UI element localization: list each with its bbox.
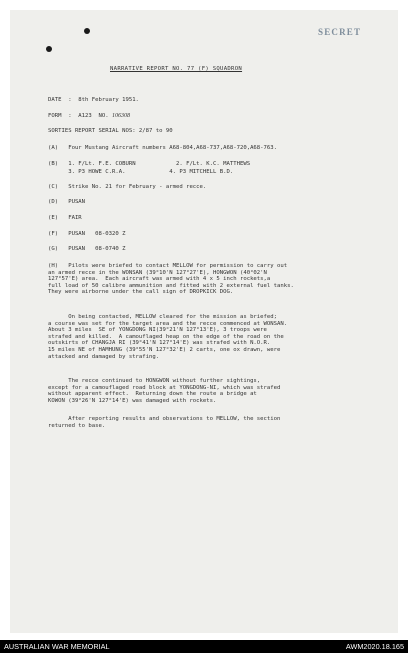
footer-accession-number: AWM2020.18.165 [345, 642, 404, 651]
secret-stamp: SECRET [318, 27, 362, 37]
footer-source: AUSTRALIAN WAR MEMORIAL [4, 642, 110, 651]
paragraph-4: After reporting results and observations to MELLOW, the section returned to base. [48, 416, 281, 429]
item-e: (E) FAIR [48, 215, 82, 221]
item-a: (A) Four Mustang Aircraft numbers A68-804,A68-737,A68-720,A68-763. [48, 145, 278, 151]
item-c: (C) Strike No. 21 for February - armed recce. [48, 184, 207, 190]
item-g: (G) PUSAN 08-0740 Z [48, 246, 126, 252]
item-f: (F) PUSAN 08-0320 Z [48, 231, 126, 237]
item-b-line-2: 3. P3 HOWE C.R.A. 4. P3 MITCHELL B.D. [48, 169, 234, 175]
sorties-line: SORTIES REPORT SERIAL NOS: 2/87 to 90 [48, 128, 173, 134]
form-line [48, 113, 130, 119]
paragraph-3: The recce continued to HONGWON without further sightings, except for a camouflaged road block at YONGDONG-NI, which was strafed without apparent effect. Returning down the route a bridge at KOWON (39°26'N 127°14'E) was damaged with rockets. [48, 378, 281, 404]
form-label: FORM : A123 NO. [48, 113, 109, 119]
item-b-line-1: (B) 1. F/Lt. F.E. COBURN 2. F/Lt. K.C. MATTHEWS [48, 161, 251, 167]
paragraph-h: (H) Pilots were briefed to contact MELLOW for permission to carry out an armed recce in the WONSAN (39°10'N 127°27'E), HONGWON (40°02'N 127°57'E) area. Each aircraft was armed with 4 x 5 inch rockets,a full load of 50 calibre ammunition and fitted with 2 external fuel tanks. They were airborne under the call sign of DROPKICK DOG. [48, 263, 294, 296]
report-title: NARRATIVE REPORT NO. 77 (F) SQUADRON [110, 66, 243, 72]
punch-hole-mark [46, 46, 52, 52]
date-line: DATE : 8th February 1951. [48, 97, 139, 103]
form-number: 106308 [112, 113, 130, 119]
paragraph-2: On being contacted, MELLOW cleared for the mission as briefed; a course was set for the target area and the recce commenced at WONSAN. About 3 miles SE of YONGDONG NI(39°21'N 127°13'E), 3 troops were strafed and killed. A camouflaged heap on the edge of the road on the outskirts of CHANGJA RI (39°41'N 127°14'E) was strafed with N.O.R. 15 miles NE of HAMHUNG (39°55'N 127°32'E) 2 carts, one ox drawn, were attacked and damaged by strafing. [48, 314, 288, 360]
footer-bar [0, 640, 408, 653]
item-d: (D) PUSAN [48, 199, 86, 205]
report-body [0, 0, 294, 429]
punch-hole-mark [84, 28, 90, 34]
